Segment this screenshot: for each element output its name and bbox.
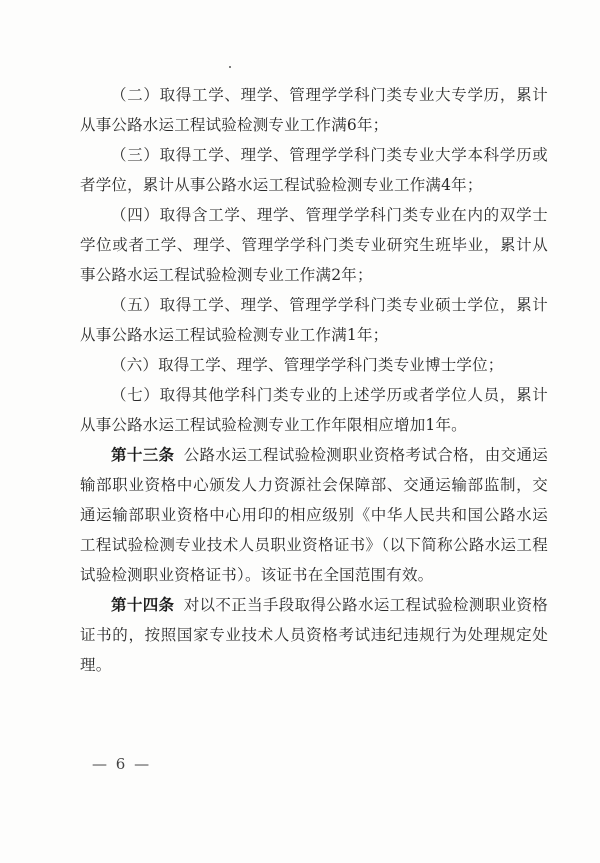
clause-2: （二）取得工学、理学、管理学学科门类专业大专学历，累计从事公路水运工程试验检测专业工作满6年；: [80, 86, 548, 134]
article-13: [80, 440, 548, 590]
clause-4: （四）取得含工学、理学、管理学学科门类专业在内的双学士学位或者工学、理学、管理学学科门类专业研究生班毕业，累计从事公路水运工程试验检测专业工作满2年；: [80, 206, 548, 284]
document-body: [80, 80, 548, 680]
article-14: [80, 590, 548, 680]
page-number: — 6 —: [92, 755, 152, 773]
article-13-text: 公路水运工程试验检测职业资格考试合格，由交通运输部职业资格中心颁发人力资源社会保障部、交通运输部监制，交通运输部职业资格中心用印的相应级别《中华人民共和国公路水运工程试验检测专业技术人员职业资格证书》（以下简称公路水运工程试验检测职业资格证书）。该证书在全国范围有效。: [80, 446, 548, 584]
article-14-text: 对以不正当手段取得公路水运工程试验检测职业资格证书的，按照国家专业技术人员资格考试违纪违规行为处理规定处理。: [80, 596, 548, 674]
clause-7: （七）取得其他学科门类专业的上述学历或者学位人员，累计从事公路水运工程试验检测专业工作年限相应增加1年。: [80, 386, 548, 434]
clause-3: （三）取得工学、理学、管理学学科门类专业大学本科学历或者学位，累计从事公路水运工程试验检测专业工作满4年；: [80, 146, 548, 194]
article-13-heading: 第十三条: [111, 445, 175, 464]
clause-5: （五）取得工学、理学、管理学学科门类专业硕士学位，累计从事公路水运工程试验检测专业工作满1年；: [80, 296, 548, 344]
article-14-heading: 第十四条: [111, 595, 175, 614]
clause-6: （六）取得工学、理学、管理学学科门类专业博士学位；: [111, 356, 504, 374]
scan-speck: [229, 66, 231, 68]
